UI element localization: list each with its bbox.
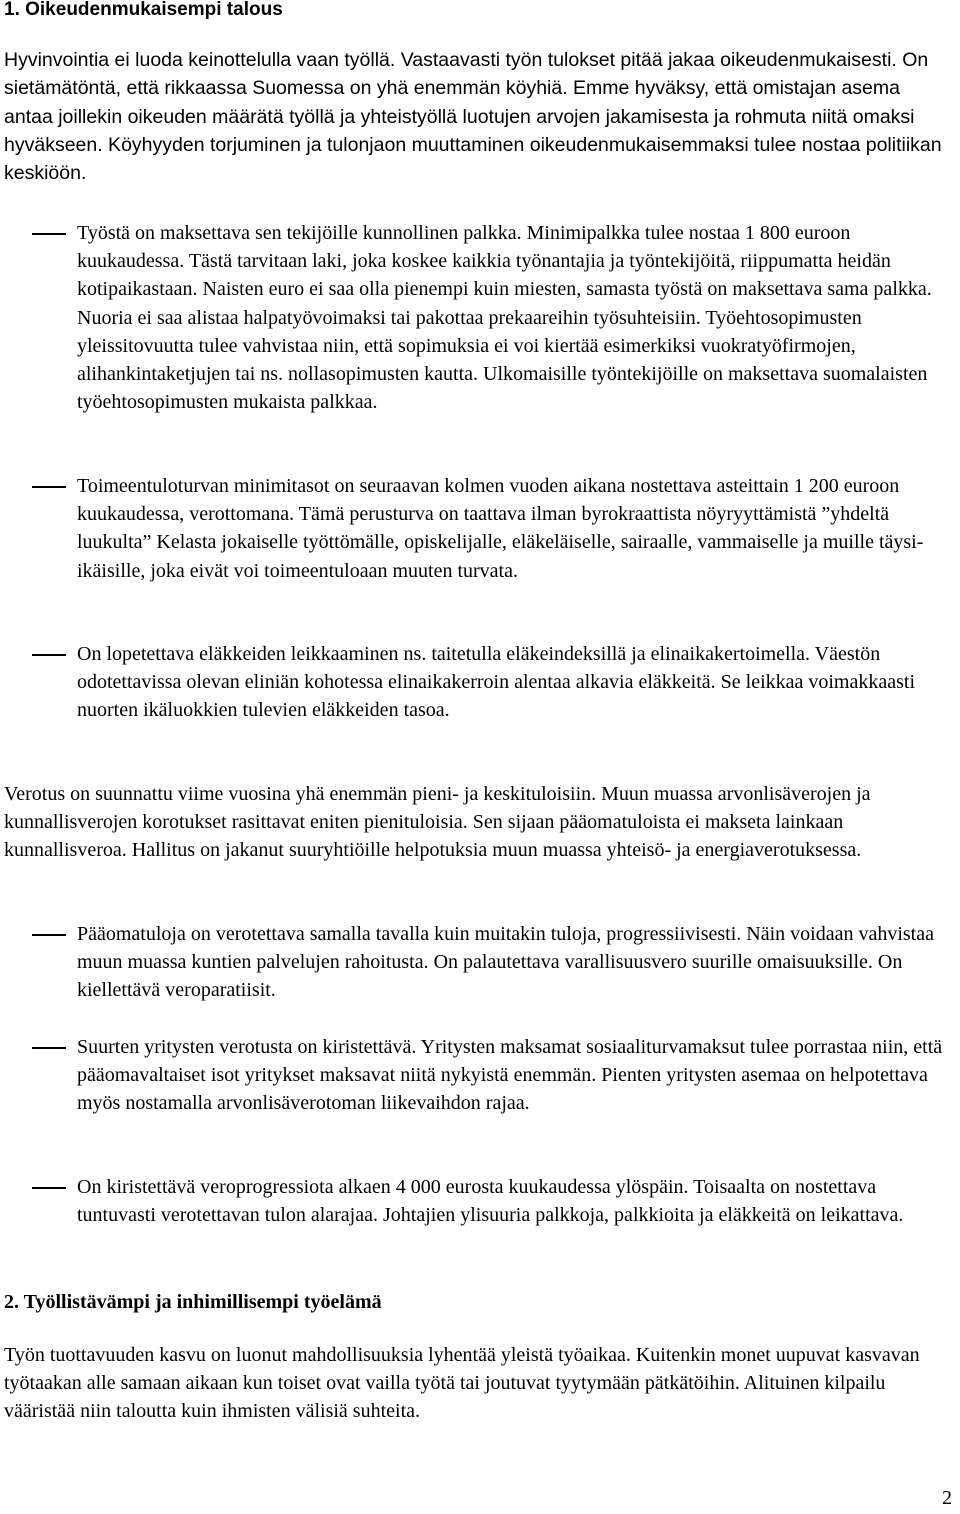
section-2-heading: 2. Työllistävämpi ja inhimillisempi työelämä [4, 1291, 382, 1313]
bullet-text: Pääomatuloja on verotettava samalla tavalla kuin muitakin tuloja, progressiivisesti. Näin voidaan vahvistaa muun muassa kuntien palvelujen rahoitusta. On palautettava varallisuusvero suurille omaisuuksille. On kiellettävä veroparatiisit. [77, 923, 934, 1002]
bullet-text: On kiristettävä veroprogressiota alkaen 4 000 eurosta kuukaudessa ylöspäin. Toisaalta on nostettava tuntuvasti verotettavan tulon alarajaa. Johtajien ylisuuria palkkoja, palkkioita ja eläkkeitä on leikattava. [77, 1176, 904, 1227]
section-1-heading: 1. Oikeudenmukaisempi talous [4, 0, 283, 20]
dash-marker [32, 233, 66, 235]
section-1-intro: Hyvinvointia ei luoda keinottelulla vaan työllä. Vastaavasti työn tulokset pitää jakaa oikeudenmukaisesti. On sietämätöntä, että rikkaassa Suomessa on yhä enemmän köyhiä. Emme hyväksy, että omistajan asema antaa joillekin oikeuden määrätä työllä ja yhteistyöllä luotujen arvojen jakamisesta ja rohmuta niitä omaksi hyväkseen. Köyhyyden torjuminen ja tulonjaon muuttaminen oikeudenmukaisemmaksi tulee nostaa politiikan keskiöön. [4, 49, 942, 185]
taxation-paragraph: Verotus on suunnattu viime vuosina yhä enemmän pieni- ja keskituloisiin. Muun muassa arvonlisäverojen ja kunnallisverojen korotukset rasittavat eniten pienituloisia. Sen sijaan pääomatuloista ei makseta lainkaan kunnallisveroa. Hallitus on jakanut suuryhtiöille helpotuksia muun muassa yhteisö- ja energiaverotuksessa. [4, 783, 871, 862]
bullet-text: Suurten yritysten verotusta on kiristettävä. Yritysten maksamat sosiaaliturvamaksut tulee porrastaa niin, että pääomavaltaiset isot yritykset maksavat niitä nykyistä enemmän. Pienten yritysten asemaa on helpotettava myös nostamalla arvonlisäverotoman liikevaihdon rajaa. [77, 1036, 943, 1115]
bullet-text: Työstä on maksettava sen tekijöille kunnollinen palkka. Minimipalkka tulee nostaa 1 800 euroon kuukaudessa. Tästä tarvitaan laki, joka koskee kaikkia työnantajia ja työntekijöitä, riippumatta heidän kotipaikastaan. Naisten euro ei saa olla pienempi kuin miesten, samasta työstä on maksettava sama palkka. Nuoria ei saa alistaa halpatyövoimaksi tai pakottaa prekaareihin työsuhteisiin. Työehtosopimusten yleissitovuutta tulee vahvistaa niin, että sopimuksia ei voi kiertää esimerkiksi vuokratyöfirmojen, alihankintaketjujen tai ns. nollasopimusten kautta. Ulkomaisille työntekijöille on maksettava suomalaisten työehtosopimusten mukaista palkkaa. [77, 222, 932, 414]
dash-marker [32, 654, 66, 656]
dash-marker [32, 1047, 66, 1049]
section-2-intro: Työn tuottavuuden kasvu on luonut mahdollisuuksia lyhentää yleistä työaikaa. Kuitenkin monet uupuvat kasvavan työtaakan alle samaan aikaan kun toiset ovat vailla työtä tai joutuvat tyytymään pätkätöihin. Alituinen kilpailu vääristää niin taloutta kuin ihmisten välisiä suhteita. [4, 1344, 920, 1423]
bullet-text: Toimeentuloturvan minimitasot on seuraavan kolmen vuoden aikana nostettava asteittain 1 200 euroon kuukaudessa, verottomana. Tämä perusturva on taattava ilman byrokraattista nöyryyttämistä ”yhdeltä luukulta” Kelasta jokaiselle työttömälle, opiskelijalle, eläkeläiselle, sairaalle, vammaiselle ja muille täysi-ikäisille, joka eivät voi toimeentuloaan muuten turvata. [77, 475, 924, 582]
dash-marker [32, 1187, 66, 1189]
bullet-text: On lopetettava eläkkeiden leikkaaminen ns. taitetulla eläkeindeksillä ja elinaikakertoimella. Väestön odotettavissa olevan eliniän kohotessa elinaikakerroin alentaa alkavia eläkkeitä. Se leikkaa voimakkaasti nuorten ikäluokkien tulevien eläkkeiden tasoa. [77, 643, 916, 722]
page-number: 2 [942, 1487, 952, 1509]
dash-marker [32, 934, 66, 936]
dash-marker [32, 486, 66, 488]
